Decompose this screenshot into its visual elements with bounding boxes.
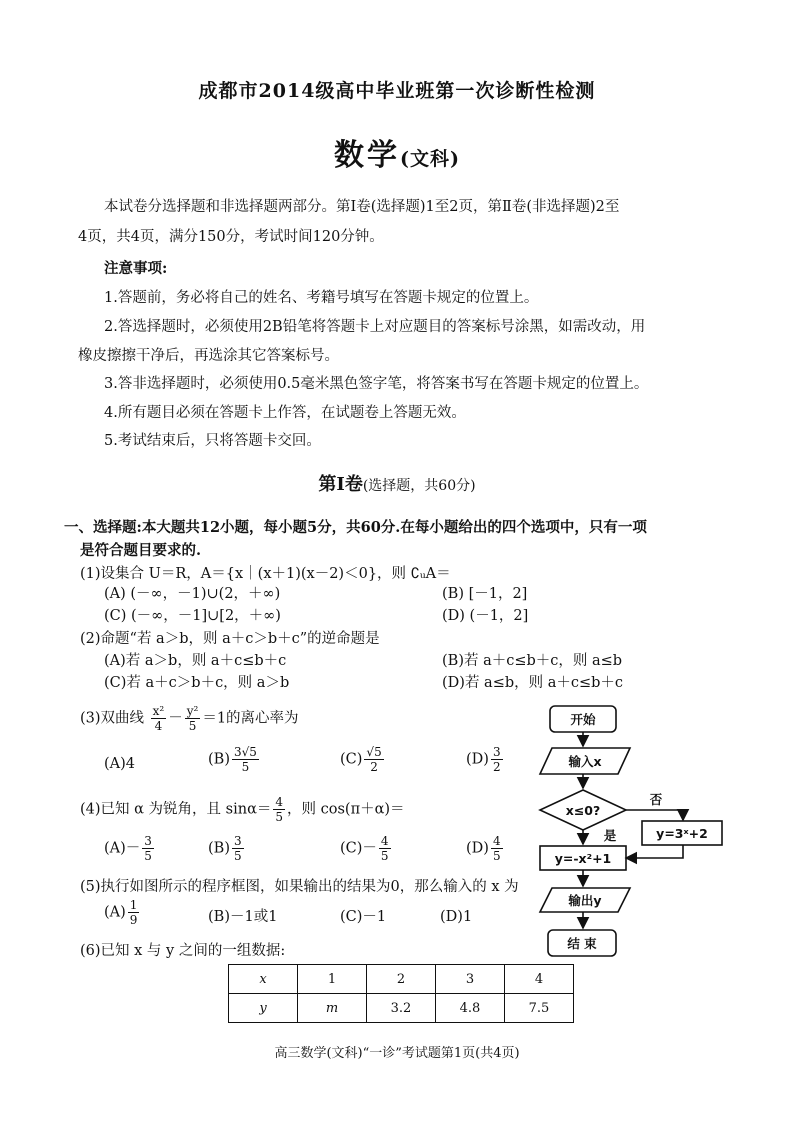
q5-option-c: (C)－1 <box>340 909 387 925</box>
section-sub: (选择题，共60分) <box>362 478 476 494</box>
q3-frac-x-num: x² <box>152 704 165 718</box>
q4-a-frac <box>142 834 154 863</box>
q3-d-frac <box>491 745 503 774</box>
flowchart-cond-label: x≤0? <box>565 803 601 818</box>
flowchart-end-label: 结 束 <box>567 936 597 951</box>
q2-stem: (2)命题“若 a＞b，则 a＋c＞b＋c”的逆命题是 <box>80 631 380 647</box>
part1-line-2: 是符合题目要求的. <box>80 542 202 559</box>
q2-option-a: (A)若 a＞b，则 a＋c≤b＋c <box>104 653 287 669</box>
q6-data-table <box>228 964 574 1023</box>
q4-frac <box>273 795 285 824</box>
note-3: 3.答非选择题时，必须使用0.5毫米黑色签字笔，将答案书写在答题卡规定的位置上。 <box>104 376 649 392</box>
q4-a-label: (A)－ <box>104 840 141 857</box>
q3-frac-x-den: 4 <box>154 719 163 733</box>
q2-option-d: (D)若 a≤b，则 a＋c≤b＋c <box>442 675 624 691</box>
note-5: 5.考试结束后，只将答题卡交回。 <box>104 433 321 449</box>
q4-pre: (4)已知 α 为锐角，且 sinα＝ <box>80 801 272 818</box>
q3-option-c <box>340 745 386 774</box>
subject-name: 数学 <box>334 138 400 173</box>
section-name: 第Ⅰ卷 <box>318 474 363 495</box>
q1-option-a: (A) (－∞，－1)∪(2，＋∞) <box>104 586 281 602</box>
flowchart-yes-formula: y=-x²+1 <box>554 851 612 866</box>
flowchart-input-label: 输入x <box>568 754 602 769</box>
q3-b-label: (B) <box>208 751 230 768</box>
q4-c-label: (C)－ <box>340 840 377 857</box>
flowchart-output-label: 输出y <box>568 893 602 908</box>
q4-a-num: 3 <box>144 834 152 848</box>
note-4: 4.所有题目必须在答题卡上作答，在试题卷上答题无效。 <box>104 405 466 421</box>
q4-a-den: 5 <box>144 849 152 863</box>
table-row <box>229 994 574 1023</box>
q3-b-den: 5 <box>241 760 250 774</box>
q3-frac-y-num: y² <box>186 704 199 718</box>
q4-option-c <box>340 834 393 863</box>
table-cell: 3 <box>436 965 505 994</box>
q1-stem: (1)设集合 U＝R，A＝{x｜(x＋1)(x－2)＜0}，则 ∁ᵤA＝ <box>80 566 451 582</box>
q3-frac-y-den: 5 <box>188 719 197 733</box>
note-2a: 2.答选择题时，必须使用2B铅笔将答题卡上对应题目的答案标号涂黑，如需改动，用 <box>104 319 646 335</box>
q6-stem: (6)已知 x 与 y 之间的一组数据: <box>80 943 286 959</box>
q3-frac-x <box>151 704 167 733</box>
q5-a-frac <box>128 898 140 927</box>
q4-option-a <box>104 834 156 863</box>
table-cell: 2 <box>367 965 436 994</box>
table-cell: 7.5 <box>505 994 574 1023</box>
table-cell: m <box>298 994 367 1023</box>
note-1: 1.答题前，务必将自己的姓名、考籍号填写在答题卡规定的位置上。 <box>104 290 539 306</box>
q4-d-label: (D) <box>466 840 489 857</box>
q3-option-a: (A)4 <box>104 756 136 772</box>
q3-b-frac <box>232 745 259 774</box>
table-cell: x <box>229 965 298 994</box>
q3-d-num: 3 <box>492 745 501 759</box>
flowchart-start-label: 开始 <box>570 712 596 727</box>
q4-b-num: 3 <box>233 834 242 848</box>
q4-d-frac <box>491 834 503 863</box>
q4-stem <box>80 795 405 824</box>
q5-option-d: (D)1 <box>440 909 473 925</box>
q2-option-b: (B)若 a＋c≤b＋c，则 a≤b <box>442 653 623 669</box>
q3-c-num: √5 <box>366 745 382 759</box>
q4-c-num: 4 <box>380 834 389 848</box>
q4-frac-num: 4 <box>275 795 284 809</box>
q4-post: ，则 cos(π＋α)＝ <box>287 801 405 818</box>
table-cell: 4 <box>505 965 574 994</box>
flowchart-no-formula: y=3ˣ+2 <box>656 826 708 841</box>
q4-b-frac <box>232 834 244 863</box>
subject-title <box>0 130 794 174</box>
q1-option-b: (B) [－1，2] <box>442 586 528 602</box>
q3-minus: － <box>168 710 183 727</box>
q4-option-d <box>466 834 505 863</box>
section-title <box>0 470 794 496</box>
q4-b-label: (B) <box>208 840 230 857</box>
q4-option-b <box>208 834 246 863</box>
intro-line-1: 本试卷分选择题和非选择题两部分。第Ⅰ卷(选择题)1至2页，第Ⅱ卷(非选择题)2至 <box>104 199 620 215</box>
notes-heading: 注意事项: <box>104 260 168 277</box>
q3-post: ＝1的离心率为 <box>202 710 299 727</box>
q3-pre: (3)双曲线 <box>80 710 145 727</box>
q5-option-b: (B)－1或1 <box>208 909 278 925</box>
q2-option-c: (C)若 a＋c＞b＋c，则 a＞b <box>104 675 290 691</box>
program-flowchart <box>520 700 730 962</box>
flowchart-yes-label: 是 <box>603 828 617 843</box>
q3-stem <box>80 704 299 733</box>
q3-d-label: (D) <box>466 751 489 768</box>
subject-track: (文科) <box>400 148 460 170</box>
part1-line-1: 一、选择题:本大题共12小题，每小题5分，共60分.在每小题给出的四个选项中，只有一项 <box>64 519 647 536</box>
q5-option-a <box>104 898 141 927</box>
q4-d-num: 4 <box>492 834 501 848</box>
table-cell: 4.8 <box>436 994 505 1023</box>
q1-option-c: (C) (－∞，－1]∪[2，＋∞) <box>104 608 281 624</box>
q3-d-den: 2 <box>492 760 501 774</box>
q1-option-d: (D) (－1，2] <box>442 608 529 624</box>
q4-d-den: 5 <box>492 849 501 863</box>
note-2b: 橡皮擦擦干净后，再选涂其它答案标号。 <box>78 348 339 364</box>
q5-stem: (5)执行如图所示的程序框图，如果输出的结果为0，那么输入的 x 为 <box>80 879 519 895</box>
exam-title: 成都市2014级高中毕业班第一次诊断性检测 <box>198 80 596 102</box>
q5-a-label: (A) <box>104 904 126 921</box>
table-cell: 3.2 <box>367 994 436 1023</box>
q3-c-frac <box>364 745 383 774</box>
q3-option-b <box>208 745 261 774</box>
q3-b-num: 3√5 <box>233 745 257 759</box>
q4-frac-den: 5 <box>275 810 284 824</box>
q5-a-num: 1 <box>129 898 138 912</box>
q4-b-den: 5 <box>233 849 242 863</box>
table-row <box>229 965 574 994</box>
q4-c-den: 5 <box>380 849 389 863</box>
table-cell: 1 <box>298 965 367 994</box>
q3-c-den: 2 <box>370 760 378 774</box>
q3-frac-y <box>185 704 201 733</box>
q3-option-d <box>466 745 505 774</box>
table-cell: y <box>229 994 298 1023</box>
page-footer: 高三数学(文科)“一诊”考试题第1页(共4页) <box>274 1046 520 1061</box>
q4-c-frac <box>379 834 391 863</box>
q3-c-label: (C) <box>340 751 363 768</box>
q5-a-den: 9 <box>129 913 138 927</box>
intro-line-2: 4页，共4页，满分150分，考试时间120分钟。 <box>78 229 384 245</box>
flowchart-no-label: 否 <box>649 792 663 807</box>
